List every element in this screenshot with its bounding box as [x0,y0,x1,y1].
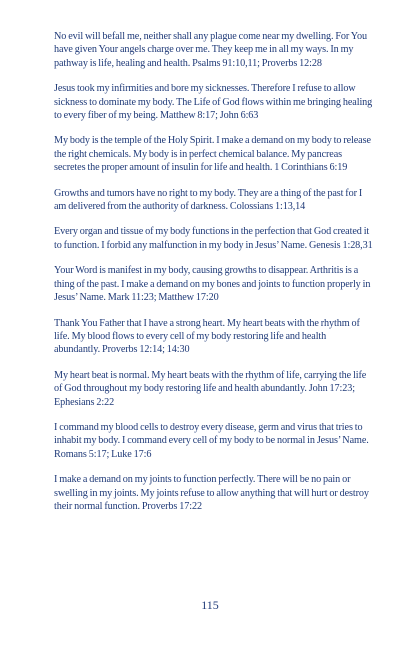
paragraph-infirmities: Jesus took my infirmities and bore my sicknesses. Therefore I refuse to allow sickness to dominate my body. The Life of God flows within me bringing healing to every fiber of my being. Matthew 8:17; John 6:63 [54,83,373,122]
paragraph-temple: My body is the temple of the Holy Spirit. I make a demand on my body to release the right chemicals. My body is in perfect chemical balance. My pancreas secretes the proper amount of insulin for life and health. 1 Corinthians 6:19 [54,135,371,174]
paragraph-heart-beat: My heart beat is normal. My heart beats with the rhythm of life, carrying the life of God throughout my body restoring life and health abundantly. John 17:23; Ephesians 2:22 [54,369,367,408]
paragraph-joints: I make a demand on my joints to function perfectly. There will be no pain or swelling in my joints. My joints refuse to allow anything that will hurt or destroy their normal function. Proverbs 17:22 [54,474,369,512]
paragraph-strong-heart: Thank You Father that I have a strong heart. My heart beats with the rhythm of life. My blood flows to every cell of my body restoring life and health abundantly. Proverbs 12:14; 14:30 [54,317,360,356]
paragraph-organs: Every organ and tissue of my body functions in the perfection that God created it to function. I forbid any malfunction in my body in Jesus’ Name. Genesis 1:28,31 [54,226,373,251]
paragraph-word-manifest: Your Word is manifest in my body, causing growths to disappear. Arthritis is a thing of the past. I make a demand on my bones and joints to function properly in Jesus’ Name. Mark 11:23; Matthew 17:20 [54,265,371,304]
page-number: 115 [201,598,219,612]
page-content [54,30,374,524]
paragraph-growths: Growths and tumors have no right to my body. They are a thing of the past for I am delivered from the authority of darkness. Colossians 1:13,14 [54,187,363,213]
paragraph-blood-cells: I command my blood cells to destroy every disease, germ and virus that tries to inhabit my body. I command every cell of my body to be normal in Jesus’ Name. Romans 5:17; Luke 17:6 [54,421,369,460]
paragraph-protection: No evil will befall me, neither shall any plague come near my dwelling. For You have given Your angels charge over me. They keep me in all my ways. In my pathway is life, healing and health. Psalms 91:10,11; Proverbs 12:28 [54,31,368,69]
